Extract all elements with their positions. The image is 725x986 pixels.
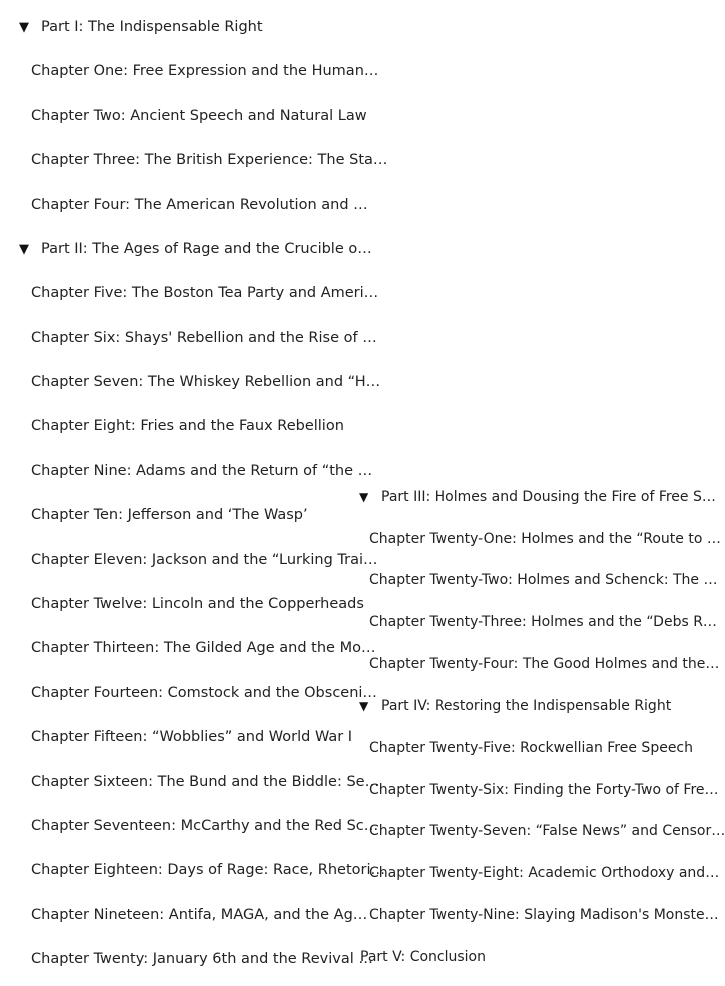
- triangle-down-icon[interactable]: ▼: [19, 241, 29, 257]
- toc-chapter-24[interactable]: Chapter Twenty-Four: The Good Holmes and the…: [369, 656, 720, 672]
- triangle-down-icon[interactable]: ▼: [359, 490, 369, 504]
- toc-chapter-6[interactable]: Chapter Six: Shays' Rebellion and the Rise of …: [31, 330, 377, 346]
- toc-part-label: Part IV: Restoring the Indispensable Right: [381, 698, 672, 714]
- toc-chapter-3[interactable]: Chapter Three: The British Experience: The Sta…: [31, 152, 388, 168]
- toc-part-2[interactable]: [0, 241, 372, 257]
- toc-chapter-13[interactable]: Chapter Thirteen: The Gilded Age and the Mo…: [31, 640, 376, 656]
- toc-chapter-12[interactable]: Chapter Twelve: Lincoln and the Copperheads: [31, 596, 364, 612]
- toc-chapter-11[interactable]: Chapter Eleven: Jackson and the “Lurking Trai…: [31, 552, 378, 568]
- toc-part-label: Part II: The Ages of Rage and the Crucible o…: [41, 241, 372, 257]
- toc-chapter-4[interactable]: Chapter Four: The American Revolution and …: [31, 197, 368, 213]
- toc-chapter-1[interactable]: Chapter One: Free Expression and the Human…: [31, 63, 379, 79]
- toc-chapter-9[interactable]: Chapter Nine: Adams and the Return of “the …: [31, 463, 373, 479]
- toc-chapter-20[interactable]: Chapter Twenty: January 6th and the Revival …: [31, 951, 373, 967]
- toc-part-4[interactable]: [355, 698, 685, 714]
- toc-chapter-5[interactable]: Chapter Five: The Boston Tea Party and Ameri…: [31, 285, 379, 301]
- toc-chapter-26[interactable]: Chapter Twenty-Six: Finding the Forty-Two of Fre…: [369, 782, 719, 798]
- toc-chapter-17[interactable]: Chapter Seventeen: McCarthy and the Red Sc…: [31, 818, 379, 834]
- toc-part-3[interactable]: [355, 489, 716, 505]
- toc-chapter-8[interactable]: Chapter Eight: Fries and the Faux Rebellion: [31, 418, 344, 434]
- triangle-down-icon[interactable]: ▼: [359, 699, 369, 713]
- toc-part-5[interactable]: Part V: Conclusion: [360, 949, 486, 965]
- toc-chapter-29[interactable]: Chapter Twenty-Nine: Slaying Madison's Monste…: [369, 907, 719, 923]
- toc-chapter-22[interactable]: Chapter Twenty-Two: Holmes and Schenck: The …: [369, 572, 718, 588]
- toc-part-label: Part I: The Indispensable Right: [41, 19, 263, 35]
- toc-chapter-10[interactable]: Chapter Ten: Jefferson and ‘The Wasp’: [31, 507, 308, 523]
- toc-chapter-7[interactable]: Chapter Seven: The Whiskey Rebellion and “H…: [31, 374, 381, 390]
- toc-chapter-18[interactable]: Chapter Eighteen: Days of Rage: Race, Rhetori…: [31, 862, 386, 878]
- toc-chapter-19[interactable]: Chapter Nineteen: Antifa, MAGA, and the Ag…: [31, 907, 368, 923]
- toc-chapter-16[interactable]: Chapter Sixteen: The Bund and the Biddle: Se…: [31, 774, 380, 790]
- toc-chapter-21[interactable]: Chapter Twenty-One: Holmes and the “Route to …: [369, 531, 721, 547]
- toc-chapter-23[interactable]: Chapter Twenty-Three: Holmes and the “Debs R…: [369, 614, 717, 630]
- toc-part-label: Part III: Holmes and Dousing the Fire of Free S…: [381, 489, 716, 505]
- toc-part-1[interactable]: [0, 19, 345, 35]
- triangle-down-icon[interactable]: ▼: [19, 19, 29, 35]
- toc-chapter-25[interactable]: Chapter Twenty-Five: Rockwellian Free Speech: [369, 740, 693, 756]
- toc-chapter-27[interactable]: Chapter Twenty-Seven: “False News” and Censor…: [369, 823, 725, 839]
- toc-chapter-14[interactable]: Chapter Fourteen: Comstock and the Obsceni…: [31, 685, 377, 701]
- toc-chapter-15[interactable]: Chapter Fifteen: “Wobblies” and World War I: [31, 729, 353, 745]
- toc-chapter-2[interactable]: Chapter Two: Ancient Speech and Natural Law: [31, 108, 367, 124]
- toc-chapter-28[interactable]: Chapter Twenty-Eight: Academic Orthodoxy and…: [369, 865, 720, 881]
